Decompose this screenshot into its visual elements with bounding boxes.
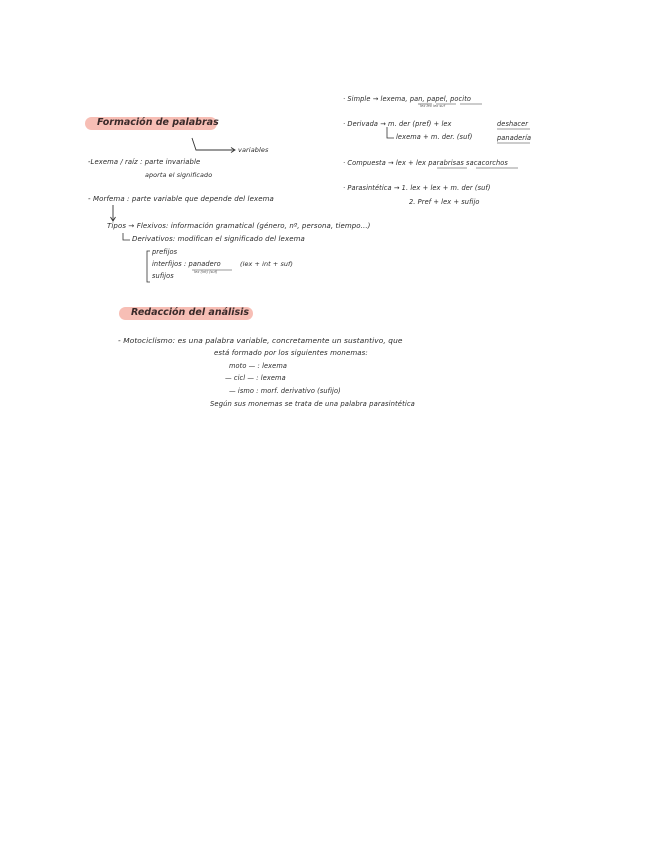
analysis-conclusion: Según sus monemas se trata de una palabra parasintética: [210, 400, 415, 408]
arrow-to-variables: [192, 138, 234, 150]
parasintetica-line-2: 2. Pref + lex + sufijo: [409, 198, 480, 206]
lexema-definition: -Lexema / raíz : parte invariable: [88, 158, 201, 166]
derivada-line-1: · Derivada → m. der (pref) + lex: [343, 120, 452, 128]
derivada-example-1: deshacer: [497, 120, 529, 128]
sufijos-label: sufijos: [152, 272, 174, 280]
interfijos-label: interfijos : panadero: [152, 260, 221, 268]
interfijos-note: (lex + int + suf): [240, 260, 293, 268]
derivativos-line: Derivativos: modifican el significado del lexema: [132, 235, 305, 243]
derivada-line-2: lexema + m. der. (suf): [396, 133, 473, 141]
morfema-definition: - Morfema : parte variable que depende del lexema: [88, 195, 274, 203]
monema-cicl: — cicl — : lexema: [225, 374, 286, 382]
interfijos-subscripts: lex (int) (suf): [194, 270, 218, 274]
arrow-to-derivativos: [123, 233, 130, 240]
monema-ismo: — ismo : morf. derivativo (sufijo): [229, 387, 341, 395]
prefijos-label: prefijos: [152, 248, 178, 256]
parasintetica-line-1: · Parasintética → 1. lex + lex + m. der (suf): [343, 184, 491, 192]
bracket-derivativos: [147, 251, 150, 282]
analysis-line-1: - Motociclismo: es una palabra variable, concretamente un sustantivo, que: [118, 336, 403, 345]
monema-moto: moto — : lexema: [229, 362, 287, 370]
simple-line: · Simple → lexema, pan, papel, pocito: [343, 95, 472, 103]
section-heading-redaccion: Redacción del análisis: [131, 307, 250, 318]
section-heading-formacion: Formación de palabras: [97, 117, 219, 128]
variables-label: variables: [238, 146, 269, 154]
simple-subscripts: lex lex lex suf: [420, 104, 445, 108]
lexema-definition-cont: aporta el significado: [145, 171, 213, 179]
arrow-derivada-branch: [387, 127, 394, 138]
tipos-flexivos: Tipos → Flexivos: información gramatical (género, nº, persona, tiempo...): [107, 222, 371, 230]
derivada-example-2: panadería: [497, 134, 532, 142]
analysis-line-2: está formado por los siguientes monemas:: [214, 349, 368, 357]
compuesta-line: · Compuesta → lex + lex parabrisas sacacorchos: [343, 159, 508, 167]
